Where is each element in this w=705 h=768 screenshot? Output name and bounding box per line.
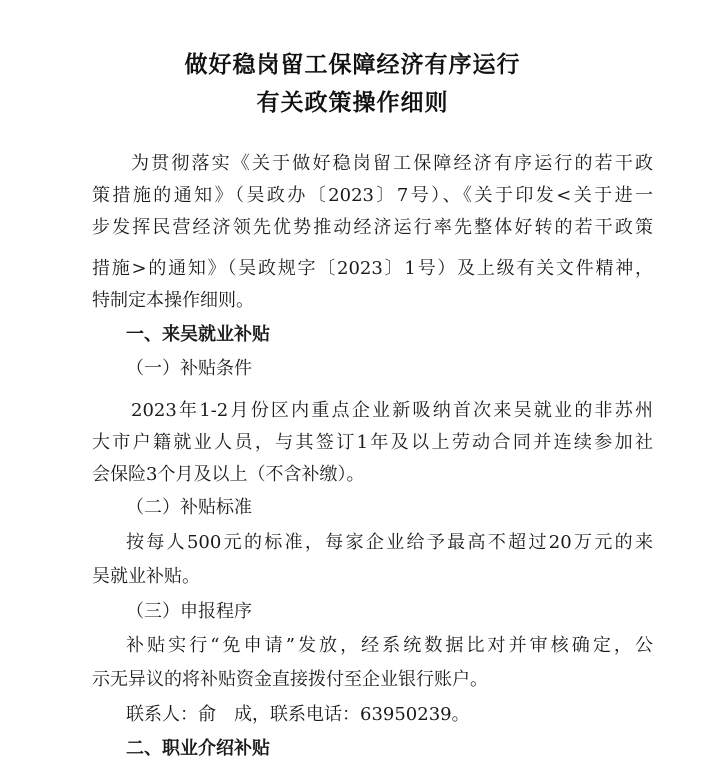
- document-title-line-2: 有关政策操作细则: [256, 90, 449, 116]
- subsection-heading-3: （三）申报程序: [126, 601, 252, 622]
- contact-line: 联系人：俞 成，联系电话：63950239。: [126, 704, 470, 725]
- subsection-heading-2: （二）补贴标准: [126, 497, 252, 518]
- intro-line-5: 特制定本操作细则。: [92, 290, 254, 311]
- sub2-line-1: 按每人500元的标准，每家企业给予最高不超过20万元的来: [126, 532, 653, 553]
- intro-line-2: 策措施的通知》（吴政办〔2023〕7号）、《关于印发<关于进一: [92, 185, 653, 206]
- document-title-line-1: 做好稳岗留工保障经济有序运行: [184, 52, 521, 78]
- intro-line-4: 措施>的通知》（吴政规字〔2023〕1号）及上级有关文件精神，: [92, 258, 653, 279]
- sub3-line-1: 补贴实行“免申请”发放，经系统数据比对并审核确定，公: [126, 635, 653, 656]
- subsection-heading-1: （一）补贴条件: [126, 358, 252, 379]
- sub1-line-3: 会保险3个月及以上（不含补缴）。: [92, 464, 365, 485]
- section-heading-1: 一、来吴就业补贴: [126, 324, 270, 345]
- sub3-line-2: 示无异议的将补贴资金直接拨付至企业银行账户。: [92, 669, 488, 690]
- section-heading-2: 二、职业介绍补贴: [126, 738, 270, 759]
- intro-line-3: 步发挥民营经济领先优势推动经济运行率先整体好转的若干政策: [92, 217, 653, 238]
- intro-line-1: 为贯彻落实《关于做好稳岗留工保障经济有序运行的若干政: [131, 153, 653, 174]
- sub2-line-2: 吴就业补贴。: [92, 566, 200, 587]
- sub1-line-1: 2023年1-2月份区内重点企业新吸纳首次来吴就业的非苏州: [131, 400, 653, 421]
- sub1-line-2: 大市户籍就业人员，与其签订1年及以上劳动合同并连续参加社: [92, 432, 653, 453]
